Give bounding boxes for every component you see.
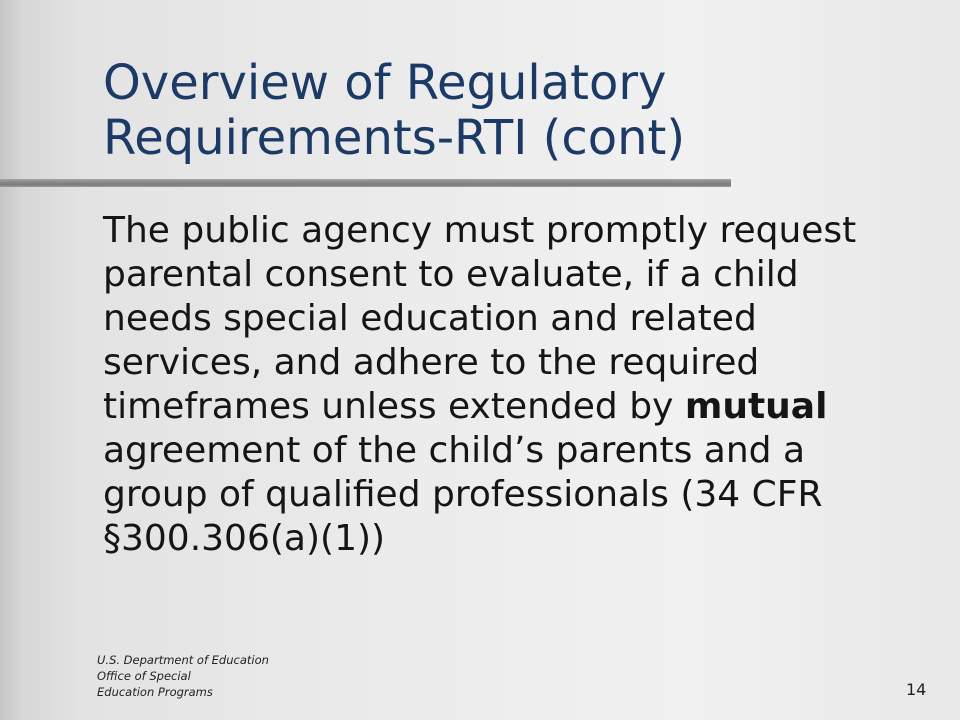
page-number: 14	[906, 680, 927, 699]
body-line: agreement of the child’s parents and a	[103, 430, 806, 471]
slide-title-line: Overview of Regulatory	[103, 55, 667, 111]
slide-title-line: Requirements-RTI (cont)	[103, 110, 686, 166]
body-line: §300.306(a)(1))	[103, 518, 386, 559]
title-divider-bar	[0, 179, 731, 187]
body-line: services, and adhere to the required	[103, 342, 760, 383]
slide-title	[103, 56, 923, 166]
body-line: needs special education and related	[103, 298, 757, 339]
footer-organization	[97, 652, 269, 700]
body-paragraph	[103, 209, 933, 561]
body-line-text: timeframes unless extended by	[103, 386, 685, 427]
body-line	[103, 385, 933, 429]
body-line: group of qualified professionals (34 CFR	[103, 474, 823, 515]
body-line: parental consent to evaluate, if a child	[103, 254, 799, 295]
emphasis-word: mutual	[684, 386, 828, 427]
footer-org-line: Office of Special	[97, 669, 191, 683]
body-line: The public agency must promptly request	[103, 210, 857, 251]
footer-org-line: Education Programs	[97, 685, 213, 699]
footer-org-line: U.S. Department of Education	[97, 653, 269, 667]
